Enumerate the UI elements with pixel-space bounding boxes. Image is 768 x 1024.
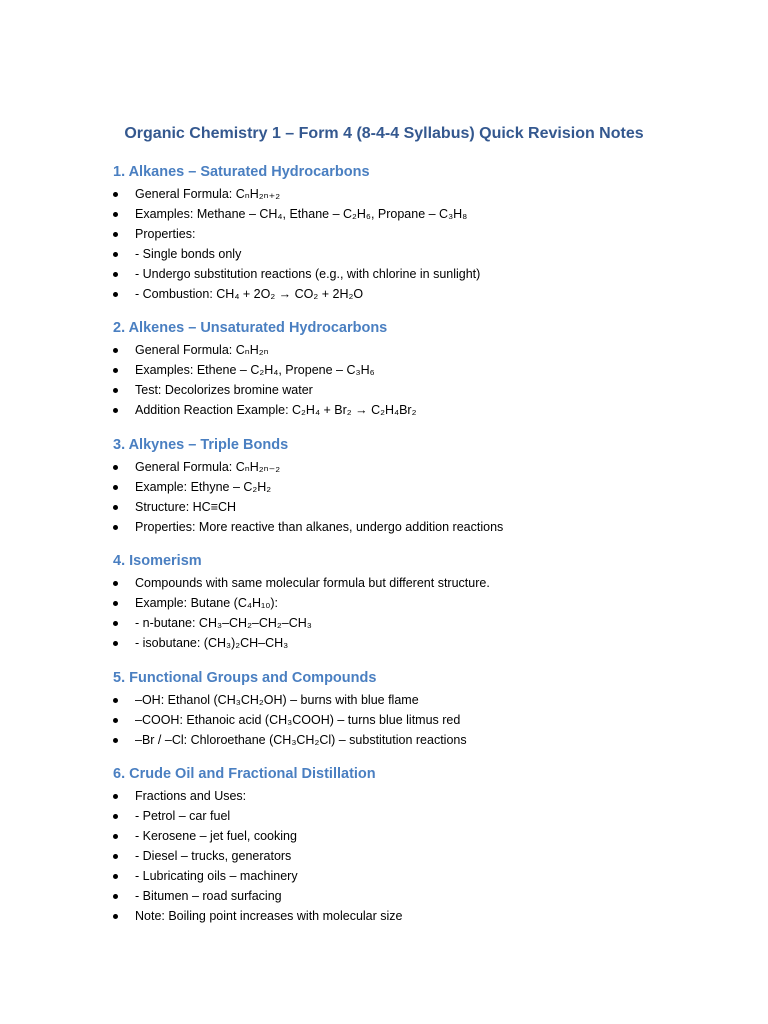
- list-item-text: General Formula: CₙH₂ₙ: [135, 343, 269, 357]
- section-heading: 6. Crude Oil and Fractional Distillation: [113, 766, 376, 782]
- list-item-text: Note: Boiling point increases with molecular size: [135, 909, 403, 923]
- list-item-text: –Br / –Cl: Chloroethane (CH₃CH₂Cl) – substitution reactions: [135, 733, 467, 747]
- list-item-text: - Bitumen – road surfacing: [135, 889, 282, 903]
- bullet-icon: [113, 581, 118, 586]
- list-item-text: Structure: HC≡CH: [135, 500, 237, 514]
- list-item: [113, 593, 733, 613]
- bullet-icon: [113, 252, 118, 257]
- list-item: [113, 613, 733, 633]
- bullet-icon: [113, 794, 118, 799]
- list-item: [113, 730, 733, 750]
- list-item-text: - Diesel – trucks, generators: [135, 849, 292, 863]
- list-item-text: - Kerosene – jet fuel, cooking: [135, 829, 297, 843]
- list-item: [113, 497, 733, 517]
- list-item: [113, 710, 733, 730]
- list-item: [113, 224, 733, 244]
- section-crude-oil: [113, 764, 733, 926]
- list-item: [113, 360, 733, 380]
- list-item: [113, 477, 733, 497]
- bullet-icon: [113, 718, 118, 723]
- list-item-text: - Single bonds only: [135, 247, 242, 261]
- list-item-text: Fractions and Uses:: [135, 789, 247, 803]
- list-item-text: Addition Reaction Example: C₂H₄ + Br₂ → C₂H₄Br₂: [135, 403, 417, 417]
- list-item: [113, 866, 733, 886]
- list-item: [113, 284, 733, 304]
- list-item: [113, 517, 733, 537]
- section-heading: 4. Isomerism: [113, 553, 202, 569]
- list-item-text: - Lubricating oils – machinery: [135, 869, 298, 883]
- list-item-text: - Undergo substitution reactions (e.g., with chlorine in sunlight): [135, 267, 481, 281]
- list-item-text: –OH: Ethanol (CH₃CH₂OH) – burns with blue flame: [135, 693, 419, 707]
- list-item: [113, 340, 733, 360]
- bullet-icon: [113, 854, 118, 859]
- bullet-icon: [113, 621, 118, 626]
- list-item-text: General Formula: CₙH₂ₙ₋₂: [135, 460, 281, 474]
- list-item: [113, 806, 733, 826]
- list-item: [113, 886, 733, 906]
- bullet-icon: [113, 348, 118, 353]
- list-item-text: Examples: Ethene – C₂H₄, Propene – C₃H₆: [135, 363, 375, 377]
- list-item-text: - Petrol – car fuel: [135, 809, 231, 823]
- bullet-list: [113, 184, 733, 304]
- list-item: [113, 457, 733, 477]
- list-item: [113, 826, 733, 846]
- list-item-text: General Formula: CₙH₂ₙ₊₂: [135, 187, 281, 201]
- list-item-text: - isobutane: (CH₃)₂CH–CH₃: [135, 636, 289, 650]
- bullet-icon: [113, 485, 118, 490]
- bullet-icon: [113, 505, 118, 510]
- list-item: [113, 846, 733, 866]
- list-item: [113, 633, 733, 653]
- list-item-text: –COOH: Ethanoic acid (CH₃COOH) – turns blue litmus red: [135, 713, 461, 727]
- bullet-icon: [113, 894, 118, 899]
- list-item-text: - Combustion: CH₄ + 2O₂ → CO₂ + 2H₂O: [135, 287, 364, 301]
- bullet-icon: [113, 272, 118, 277]
- bullet-list: [113, 457, 733, 537]
- list-item-text: Properties: More reactive than alkanes, undergo addition reactions: [135, 520, 504, 534]
- bullet-icon: [113, 601, 118, 606]
- bullet-icon: [113, 738, 118, 743]
- list-item-text: - n-butane: CH₃–CH₂–CH₂–CH₃: [135, 616, 312, 630]
- section-alkanes: [113, 162, 733, 304]
- section-isomerism: [113, 551, 733, 653]
- list-item: [113, 204, 733, 224]
- list-item: [113, 264, 733, 284]
- list-item-text: Example: Butane (C₄H₁₀):: [135, 596, 279, 610]
- bullet-icon: [113, 388, 118, 393]
- bullet-icon: [113, 641, 118, 646]
- list-item: [113, 400, 733, 420]
- section-heading: 2. Alkenes – Unsaturated Hydrocarbons: [113, 320, 388, 336]
- bullet-icon: [113, 834, 118, 839]
- list-item-text: Compounds with same molecular formula but different structure.: [135, 576, 490, 590]
- list-item: [113, 380, 733, 400]
- page-title: Organic Chemistry 1 – Form 4 (8-4-4 Syllabus) Quick Revision Notes: [124, 125, 644, 142]
- bullet-list: [113, 573, 733, 653]
- list-item-text: Examples: Methane – CH₄, Ethane – C₂H₆, Propane – C₃H₈: [135, 207, 468, 221]
- list-item: [113, 690, 733, 710]
- section-functional-groups: [113, 668, 733, 750]
- section-alkynes: [113, 435, 733, 537]
- section-heading: 3. Alkynes – Triple Bonds: [113, 437, 289, 453]
- list-item: [113, 184, 733, 204]
- list-item: [113, 573, 733, 593]
- bullet-icon: [113, 408, 118, 413]
- bullet-icon: [113, 192, 118, 197]
- section-heading: 1. Alkanes – Saturated Hydrocarbons: [113, 164, 370, 180]
- bullet-list: [113, 340, 733, 420]
- section-alkenes: [113, 318, 733, 420]
- list-item: [113, 906, 733, 926]
- list-item-text: Example: Ethyne – C₂H₂: [135, 480, 272, 494]
- bullet-icon: [113, 212, 118, 217]
- bullet-icon: [113, 465, 118, 470]
- list-item: [113, 244, 733, 264]
- bullet-icon: [113, 232, 118, 237]
- section-heading: 5. Functional Groups and Compounds: [113, 670, 377, 686]
- bullet-icon: [113, 368, 118, 373]
- bullet-icon: [113, 874, 118, 879]
- bullet-icon: [113, 914, 118, 919]
- list-item-text: Test: Decolorizes bromine water: [135, 383, 313, 397]
- list-item-text: Properties:: [135, 227, 196, 241]
- bullet-icon: [113, 814, 118, 819]
- bullet-icon: [113, 292, 118, 297]
- bullet-icon: [113, 698, 118, 703]
- bullet-icon: [113, 525, 118, 530]
- bullet-list: [113, 786, 733, 926]
- bullet-list: [113, 690, 733, 750]
- list-item: [113, 786, 733, 806]
